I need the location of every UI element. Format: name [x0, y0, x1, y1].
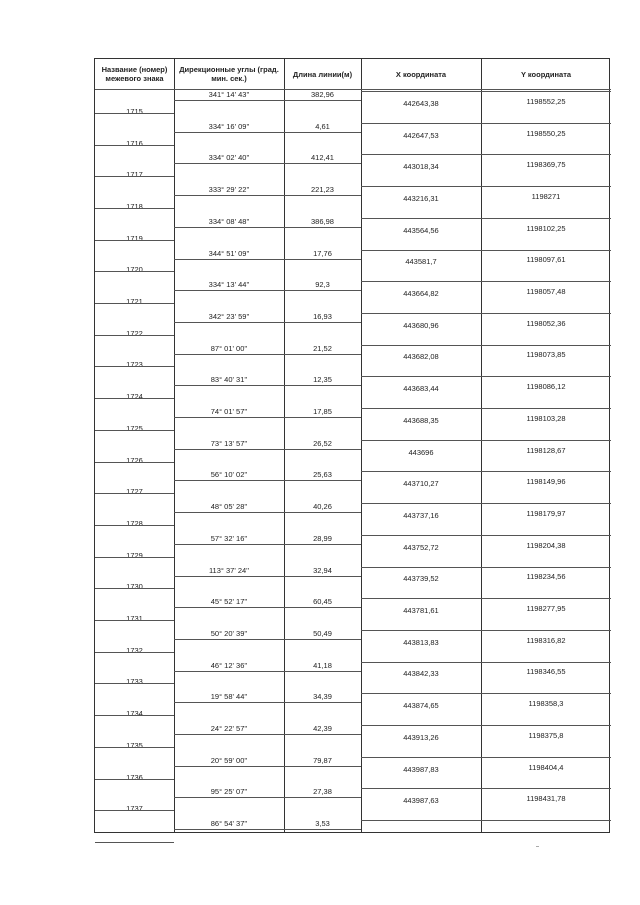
row-divider	[361, 567, 611, 568]
point-x: 443737,16	[403, 510, 439, 520]
row-divider	[95, 493, 174, 494]
segment-length: 386,98	[311, 216, 334, 226]
point-x: 443913,26	[403, 732, 439, 742]
row-divider	[174, 100, 361, 101]
point-x: 443680,96	[403, 320, 439, 330]
segment-angle: 19° 58' 44''	[210, 692, 248, 702]
point-y: 1198234,56	[526, 572, 566, 582]
row-divider	[361, 788, 611, 789]
segment-angle: 50° 20' 39''	[210, 628, 248, 638]
row-divider	[361, 440, 611, 441]
segment-angle: 342° 23' 59''	[208, 311, 250, 321]
segment-angle: 56° 10' 02''	[210, 470, 248, 480]
row-divider	[361, 281, 611, 282]
point-name: 1718	[126, 201, 143, 211]
row-divider	[361, 598, 611, 599]
point-y: 1198097,61	[526, 255, 566, 265]
point-x: 443688,35	[403, 415, 439, 425]
segment-length: 28,99	[313, 533, 332, 543]
point-y: 1198271	[531, 191, 561, 201]
segment-length: 92,3	[315, 280, 330, 290]
segment-length: 12,35	[313, 375, 332, 385]
segment-angle: 74° 01' 57''	[210, 407, 248, 416]
segment-angle: 333° 29' 22''	[208, 185, 250, 195]
point-x: 443581,7	[405, 257, 437, 267]
row-divider	[361, 757, 611, 758]
row-divider	[95, 271, 174, 272]
row-divider	[174, 290, 361, 291]
point-y: 1198086,12	[526, 382, 566, 392]
row-divider	[174, 417, 361, 418]
point-x: 442647,53	[403, 130, 439, 140]
row-divider	[174, 480, 361, 481]
point-y: 1198375,8	[528, 730, 564, 740]
row-divider	[361, 154, 611, 155]
segment-angle: 48° 05' 28''	[210, 502, 248, 512]
segment-angle: 334° 16' 09''	[208, 121, 250, 131]
row-divider	[361, 535, 611, 536]
header-x-coordinate: X координата	[395, 69, 447, 79]
row-divider	[361, 503, 611, 504]
header-point-name: Название (номер) межевого знака	[101, 65, 168, 83]
segment-length: 3,53	[315, 819, 330, 829]
row-divider	[361, 471, 611, 472]
point-name: 1736	[126, 772, 143, 782]
point-name: 1732	[126, 645, 143, 655]
row-divider	[95, 779, 174, 780]
point-y: 1198179,97	[526, 508, 566, 518]
point-x: 443739,52	[403, 574, 439, 584]
row-divider	[95, 588, 174, 589]
point-name: 1730	[126, 582, 143, 592]
point-name: 1723	[126, 360, 143, 370]
segment-angle: 334° 02' 40''	[208, 153, 250, 163]
point-x: 443710,27	[403, 479, 439, 489]
header-direction-angle: Дирекционные углы (град. мин. сек.)	[179, 65, 279, 83]
segment-length: 17,76	[313, 248, 332, 258]
row-divider	[95, 303, 174, 304]
row-divider	[95, 810, 174, 811]
point-x: 443018,34	[403, 162, 439, 172]
point-y: 1198052,36	[526, 318, 566, 328]
row-divider	[361, 123, 611, 124]
segment-length: 42,39	[313, 724, 332, 733]
segment-length: 16,93	[313, 311, 332, 321]
point-name: 1729	[126, 550, 143, 560]
point-y: 1198552,25	[526, 96, 566, 106]
row-divider	[174, 449, 361, 450]
boundary-coordinates-table	[94, 58, 610, 833]
point-y: 1198128,67	[526, 445, 566, 455]
row-divider	[95, 398, 174, 399]
segment-length: 21,52	[313, 343, 332, 353]
row-divider	[95, 652, 174, 653]
point-name: 1737	[126, 804, 143, 814]
row-divider	[361, 725, 611, 726]
point-y: 1198102,25	[526, 223, 566, 233]
segment-angle: 46° 12' 36''	[210, 660, 248, 670]
segment-length: 4,61	[315, 121, 330, 131]
point-y: 1198277,95	[526, 604, 566, 614]
point-name: 1720	[126, 265, 143, 275]
segment-length: 50,49	[313, 628, 332, 638]
segment-angle: 95° 25' 07''	[210, 787, 248, 797]
row-divider	[174, 639, 361, 640]
segment-angle: 24° 22' 57''	[210, 724, 248, 733]
segment-angle: 57° 32' 16''	[210, 533, 248, 543]
row-divider	[95, 240, 174, 241]
row-divider	[95, 335, 174, 336]
row-divider	[95, 462, 174, 463]
segment-angle: 344° 51' 09''	[208, 248, 250, 258]
segment-angle: 87° 01' 00''	[210, 343, 248, 353]
point-name: 1731	[126, 614, 143, 624]
row-divider	[95, 525, 174, 526]
row-divider	[174, 766, 361, 767]
segment-angle: 73° 13' 57''	[210, 438, 248, 448]
segment-angle: 20° 59' 00''	[210, 755, 248, 765]
point-x: 443682,08	[403, 352, 439, 362]
row-divider	[174, 702, 361, 703]
point-x: 443752,72	[403, 542, 439, 552]
segment-length: 79,87	[313, 755, 332, 765]
segment-length: 41,18	[313, 660, 332, 670]
row-divider	[95, 620, 174, 621]
row-divider	[95, 113, 174, 114]
segment-length: 25,63	[313, 470, 332, 480]
point-name: 1728	[126, 518, 143, 528]
row-divider	[174, 322, 361, 323]
row-divider	[174, 797, 361, 798]
row-divider	[361, 345, 611, 346]
column-divider	[361, 59, 362, 832]
point-y: 1198149,96	[526, 477, 566, 487]
row-divider	[95, 715, 174, 716]
row-divider	[361, 186, 611, 187]
segment-length: 382,96	[311, 90, 334, 99]
row-divider	[174, 734, 361, 735]
segment-length: 17,85	[313, 407, 332, 416]
row-divider	[174, 576, 361, 577]
row-divider	[95, 366, 174, 367]
point-name: 1721	[126, 297, 143, 307]
point-y: 1198204,38	[526, 540, 566, 550]
row-divider	[95, 208, 174, 209]
row-divider	[174, 607, 361, 608]
row-divider	[361, 662, 611, 663]
row-divider	[174, 512, 361, 513]
row-divider	[361, 408, 611, 409]
row-divider	[361, 250, 611, 251]
row-divider	[361, 313, 611, 314]
segment-length: 412,41	[311, 153, 334, 163]
point-name: 1725	[126, 423, 143, 433]
row-divider	[174, 132, 361, 133]
row-divider	[174, 227, 361, 228]
point-name: 1716	[126, 138, 143, 148]
point-x: 443874,65	[403, 701, 439, 711]
segment-length: 32,94	[313, 565, 332, 575]
point-name: 1722	[126, 328, 143, 338]
point-y: 1198103,28	[526, 413, 566, 423]
point-y: 1198073,85	[526, 350, 566, 360]
segment-length: 60,45	[313, 597, 332, 607]
point-y: 1198057,48	[526, 287, 566, 297]
segment-angle: 334° 13' 44''	[208, 280, 250, 290]
point-y: 1198550,25	[526, 128, 566, 138]
point-name: 1719	[126, 233, 143, 243]
segment-length: 221,23	[311, 185, 334, 195]
point-y: 1198431,78	[526, 794, 566, 804]
point-y: 1198358,3	[528, 699, 564, 709]
row-divider	[95, 683, 174, 684]
row-divider	[361, 820, 611, 821]
point-x: 443683,44	[403, 384, 439, 394]
row-divider	[174, 544, 361, 545]
row-divider	[174, 354, 361, 355]
point-name: 1726	[126, 455, 143, 465]
row-divider	[95, 145, 174, 146]
point-x: 443696	[408, 447, 434, 457]
point-name: 1717	[126, 170, 143, 180]
point-y: 1198316,82	[526, 635, 566, 645]
segment-length: 26,52	[313, 438, 332, 448]
point-x: 443664,82	[403, 289, 439, 299]
row-divider	[174, 671, 361, 672]
row-divider	[361, 376, 611, 377]
row-divider	[174, 829, 361, 830]
row-divider	[361, 218, 611, 219]
point-x: 443842,33	[403, 669, 439, 679]
point-name: 1724	[126, 392, 143, 402]
point-x: 443564,56	[403, 225, 439, 235]
row-divider	[174, 385, 361, 386]
point-name: 1727	[126, 487, 143, 497]
point-x: 443216,31	[403, 193, 439, 203]
row-divider	[174, 195, 361, 196]
row-divider	[174, 259, 361, 260]
point-name: 1733	[126, 677, 143, 687]
point-x: 443813,83	[403, 637, 439, 647]
point-y: 1198369,75	[526, 160, 566, 170]
point-name: 1734	[126, 709, 143, 719]
point-x: 442643,38	[403, 98, 439, 108]
row-divider	[361, 91, 611, 92]
segment-length: 34,39	[313, 692, 332, 702]
point-name: 1715	[126, 106, 143, 116]
row-divider	[361, 630, 611, 631]
point-x: 443987,63	[403, 796, 439, 806]
row-divider	[95, 747, 174, 748]
segment-angle: 45° 52' 17''	[210, 597, 248, 607]
row-divider	[95, 842, 174, 843]
row-divider	[95, 430, 174, 431]
point-x: 443987,83	[403, 764, 439, 774]
row-divider	[361, 693, 611, 694]
segment-length: 27,38	[313, 787, 332, 797]
header-y-coordinate: Y координата	[520, 69, 572, 79]
row-divider	[95, 557, 174, 558]
scan-speck	[536, 846, 539, 847]
row-divider	[95, 176, 174, 177]
segment-angle: 83° 40' 31''	[210, 375, 248, 385]
segment-angle: 86° 54' 37''	[210, 819, 248, 829]
segment-length: 40,26	[313, 502, 332, 512]
point-y: 1198404,4	[528, 762, 564, 772]
point-x: 443781,61	[403, 606, 439, 616]
row-divider	[174, 163, 361, 164]
header-line-length: Длина линии(м)	[292, 69, 353, 79]
segment-angle: 113° 37' 24''	[208, 565, 250, 575]
point-name: 1735	[126, 740, 143, 750]
segment-angle: 334° 08' 48''	[208, 216, 250, 226]
point-y: 1198346,55	[526, 667, 566, 677]
segment-angle: 341° 14' 43''	[208, 90, 250, 99]
